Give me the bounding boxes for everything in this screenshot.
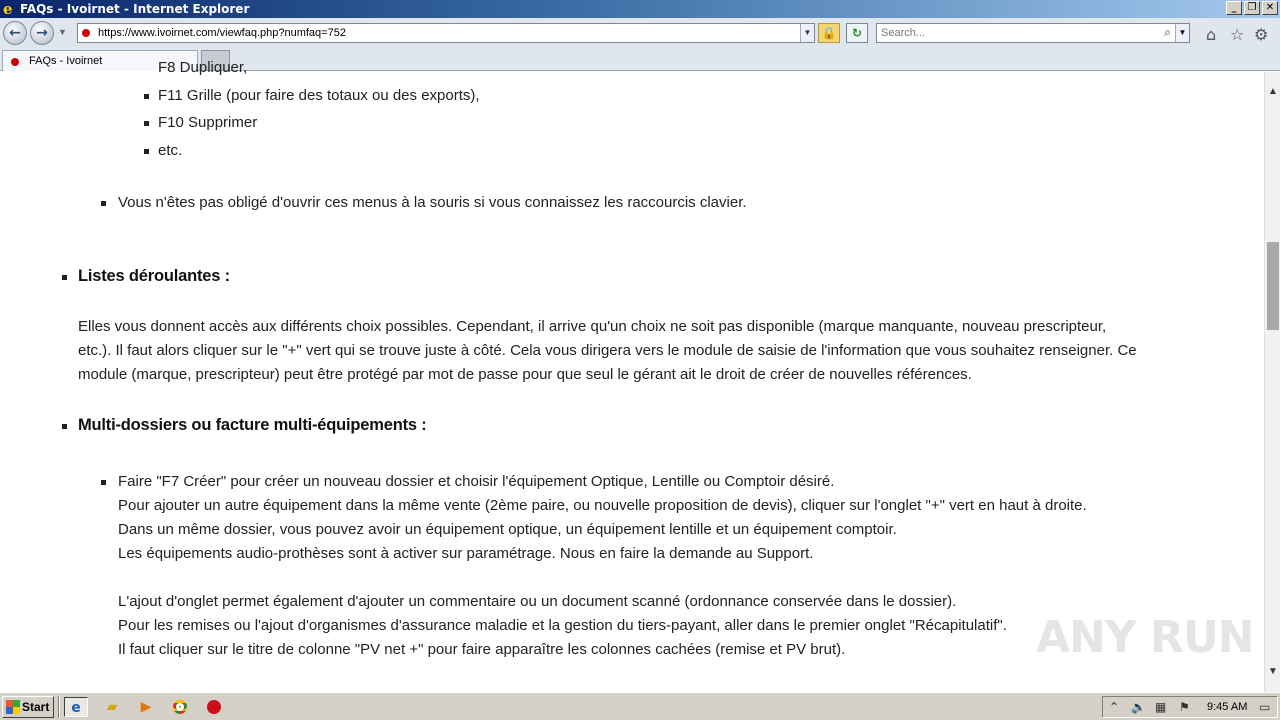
start-button[interactable] <box>2 696 54 718</box>
start-label: Start <box>22 700 50 714</box>
gear-icon[interactable]: ⚙ <box>1254 25 1269 44</box>
scroll-down-icon[interactable]: ▼ <box>1268 666 1278 677</box>
bullet-icon <box>144 94 149 99</box>
lock-icon[interactable]: 🔒 <box>818 23 840 43</box>
section-heading-listes: Listes déroulantes : <box>78 267 230 285</box>
anyrun-watermark: ANY RUN <box>1036 612 1254 663</box>
back-arrow-icon: ← <box>9 25 21 41</box>
history-dropdown-icon[interactable]: ▼ <box>58 27 67 37</box>
clock-time[interactable]: 9:45 AM <box>1207 701 1248 713</box>
address-dropdown-icon[interactable]: ▼ <box>800 24 814 42</box>
taskbar-opera-icon[interactable] <box>202 697 226 717</box>
address-bar[interactable] <box>77 23 815 43</box>
taskbar-chrome-icon[interactable] <box>168 697 192 717</box>
address-url[interactable]: https://www.ivoirnet.com/viewfaq.php?numfaq=752 <box>98 27 346 39</box>
refresh-icon[interactable]: ↻ <box>846 23 868 43</box>
paragraph-line: Pour ajouter un autre équipement dans la même vente (2ème paire, ou nouvelle proposition de devis), cliquer sur l'onglet "+" vert en haut à droite. <box>118 497 1087 514</box>
window-controls <box>1226 1 1278 15</box>
close-button[interactable]: ✕ <box>1262 1 1278 15</box>
paragraph-line: Dans un même dossier, vous pouvez avoir un équipement optique, un équipement lentille et un équipement comptoir. <box>118 521 897 538</box>
paragraph-line: L'ajout d'onglet permet également d'ajouter un commentaire ou un document scanné (ordonnance conservée dans le dossier). <box>118 593 957 610</box>
search-dropdown-icon[interactable]: ▼ <box>1175 24 1189 42</box>
list-item: etc. <box>158 142 183 159</box>
list-item-partial: F8 Dupliquer, <box>158 59 248 76</box>
tab-favicon-icon <box>11 58 19 66</box>
system-tray <box>1102 696 1278 718</box>
bullet-icon <box>144 121 149 126</box>
paragraph-line: Pour les remises ou l'ajout d'organismes d'assurance maladie et la gestion du tiers-payant, aller dans le premier onglet "Récapitulatif". <box>118 617 1007 634</box>
volume-icon[interactable]: 🔈 <box>1131 700 1146 714</box>
navigation-bar <box>0 18 1280 48</box>
paragraph-line: Faire "F7 Créer" pour créer un nouveau dossier et choisir l'équipement Optique, Lentille ou Comptoir désiré. <box>118 473 835 490</box>
bullet-icon <box>101 480 106 485</box>
back-button[interactable] <box>3 21 27 45</box>
search-icon[interactable]: ⌕ <box>1164 25 1171 39</box>
scroll-up-icon[interactable]: ▲ <box>1268 86 1278 97</box>
menus-note: Vous n'êtes pas obligé d'ouvrir ces menus à la souris si vous connaissez les raccourcis clavier. <box>118 194 747 211</box>
list-item: F11 Grille (pour faire des totaux ou des exports), <box>158 87 480 104</box>
ie-logo-icon: e <box>3 0 13 18</box>
home-icon[interactable]: ⌂ <box>1206 25 1217 44</box>
taskbar <box>0 692 1280 720</box>
minimize-button[interactable]: _ <box>1226 1 1242 15</box>
show-desktop-icon[interactable]: ▭ <box>1259 700 1271 714</box>
taskbar-media-player-icon[interactable]: ▶ <box>140 699 152 715</box>
paragraph-line: Elles vous donnent accès aux différents choix possibles. Cependant, il arrive qu'un choix ne soit pas disponible (marque manquante, nouveau prescripteur, <box>78 318 1107 335</box>
search-box[interactable] <box>876 23 1190 43</box>
taskbar-folder-icon[interactable]: ▰ <box>106 699 118 715</box>
windows-logo-icon <box>6 700 20 714</box>
tab-label: FAQs - Ivoirnet <box>29 55 103 67</box>
favorites-star-icon[interactable]: ☆ <box>1230 25 1245 44</box>
taskbar-ie-icon[interactable]: e <box>64 697 88 717</box>
list-item: F10 Supprimer <box>158 114 258 131</box>
network-icon[interactable]: ▦ <box>1155 700 1167 714</box>
paragraph-line: Les équipements audio-prothèses sont à activer sur paramétrage. Nous en faire la demande au Support. <box>118 545 814 562</box>
paragraph-line: Il faut cliquer sur le titre de colonne "PV net +" pour faire apparaître les colonnes cachées (remise et PV brut). <box>118 641 846 658</box>
paragraph-line: etc.). Il faut alors cliquer sur le "+" vert qui se trouve juste à côté. Cela vous dirigera vers le module de saisie de l'information que vous souhaitez renseigner. Ce <box>78 342 1137 359</box>
taskbar-separator <box>58 696 60 718</box>
forward-arrow-icon: → <box>36 25 48 41</box>
site-favicon-icon <box>82 29 90 37</box>
flag-icon[interactable]: ⚑ <box>1179 700 1190 714</box>
bullet-icon <box>62 424 67 429</box>
bullet-icon <box>144 149 149 154</box>
section-heading-multi: Multi-dossiers ou facture multi-équipements : <box>78 416 427 434</box>
tray-expand-icon[interactable]: ⌃ <box>1109 700 1120 714</box>
bullet-icon <box>101 201 106 206</box>
paragraph-line: module (marque, prescripteur) peut être protégé par mot de passe pour que seul le gérant ait le droit de créer de nouvelles références. <box>78 366 972 383</box>
window-title: FAQs - Ivoirnet - Internet Explorer <box>20 2 250 16</box>
scrollbar-thumb[interactable] <box>1267 242 1279 330</box>
forward-button[interactable] <box>30 21 54 45</box>
window-title-bar <box>0 0 1280 18</box>
search-input[interactable] <box>881 26 1157 40</box>
vertical-scrollbar[interactable] <box>1264 72 1280 692</box>
maximize-button[interactable]: ❐ <box>1244 1 1260 15</box>
bullet-icon <box>62 275 67 280</box>
